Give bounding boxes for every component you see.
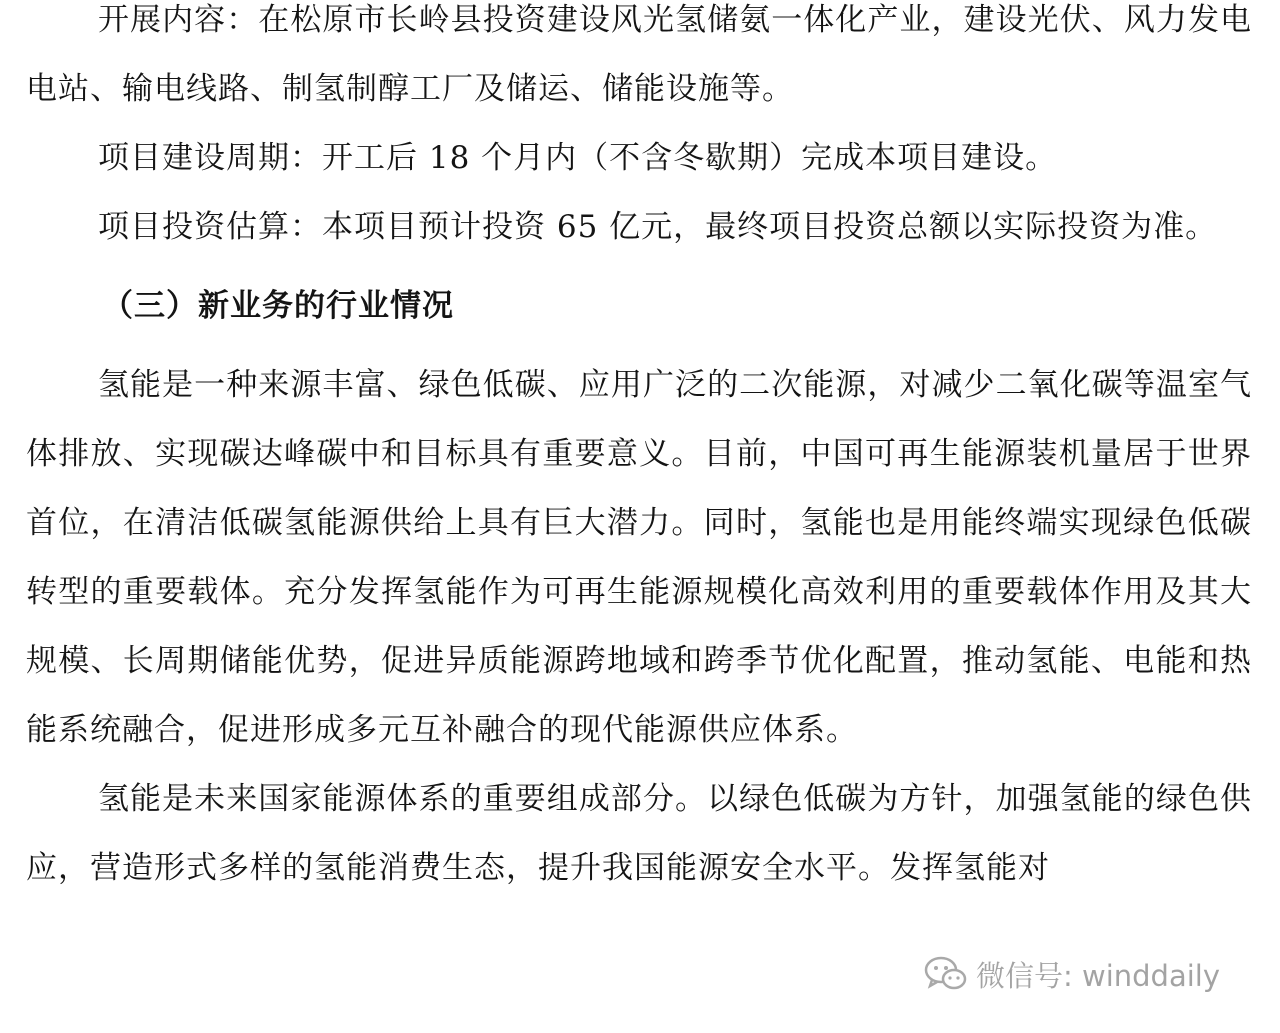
- paragraph-hydrogen-future: 氢能是未来国家能源体系的重要组成部分。以绿色低碳为方针，加强氢能的绿色供应，营造形式多样的氢能消费生态，提升我国能源安全水平。发挥氢能对: [26, 781, 1252, 886]
- watermark-text: 微信号: winddaily: [976, 958, 1221, 993]
- document-page: [26, 0, 1252, 903]
- wechat-icon: [924, 955, 968, 993]
- wechat-watermark: [924, 952, 1220, 996]
- section-heading: （三）新业务的行业情况: [102, 288, 454, 324]
- paragraph-investment-estimate: 项目投资估算：本项目预计投资 65 亿元，最终项目投资总额以实际投资为准。: [98, 209, 1218, 245]
- paragraph-hydrogen-overview: 氢能是一种来源丰富、绿色低碳、应用广泛的二次能源，对减少二氧化碳等温室气体排放、实现碳达峰碳中和目标具有重要意义。目前，中国可再生能源装机量居于世界首位，在清洁低碳氢能源供给上具有巨大潜力。同时，氢能也是用能终端实现绿色低碳转型的重要载体。充分发挥氢能作为可再生能源规模化高效利用的重要载体作用及其大规模、长周期储能优势，促进异质能源跨地域和跨季节优化配置，推动氢能、电能和热能系统融合，促进形成多元互补融合的现代能源供应体系。: [26, 367, 1252, 748]
- paragraph-content-scope: 开展内容：在松原市长岭县投资建设风光氢储氨一体化产业，建设光伏、风力发电电站、输电线路、制氢制醇工厂及储运、储能设施等。: [26, 2, 1252, 107]
- paragraph-construction-period: 项目建设周期：开工后 18 个月内（不含冬歇期）完成本项目建设。: [98, 140, 1058, 176]
